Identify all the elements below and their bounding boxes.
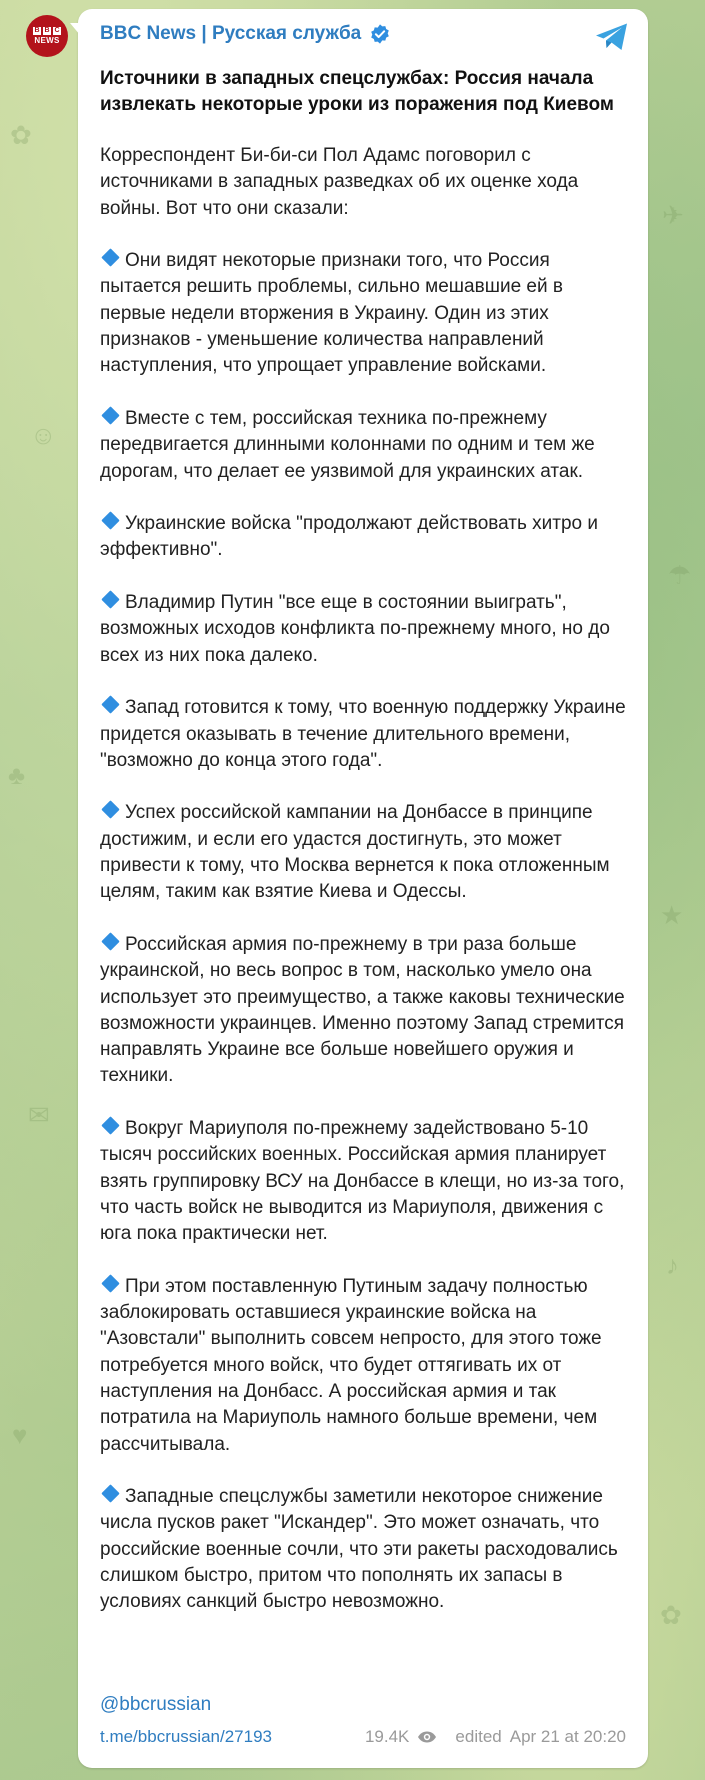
list-item-text: Вместе с тем, российская техника по-прежнему передвигается длинными колоннами по одним и тем же дорогам, что делает ее уязвимой для украинских атак. (100, 407, 595, 482)
list-item (100, 932, 630, 1090)
message-footer (100, 1727, 626, 1747)
blue-diamond-icon (101, 696, 119, 714)
telegram-share-icon[interactable] (594, 21, 630, 53)
message-bubble (78, 9, 648, 1768)
list-item-text: Вокруг Мариуполя по-прежнему задействовано 5-10 тысяч российских военных. Российская армия планирует взять группировку ВСУ на Донбассе в клещи, но из-за того, что часть войск не выводится из Мариуполя, движения с юга пока практически нет. (100, 1117, 625, 1245)
list-item (100, 695, 630, 774)
post-timestamp: Apr 21 at 20:20 (509, 1727, 626, 1746)
edited-label: edited (455, 1727, 502, 1746)
blue-diamond-icon (101, 801, 119, 819)
list-item (100, 248, 630, 379)
list-item-text: Успех российской кампании на Донбассе в принципе достижим, и если его удастся достигнуть, это может привести к тому, что Москва вернется к пока отложенным целям, таким как взятие Киева и Одессы. (100, 802, 610, 903)
view-count: 19.4K (364, 1727, 410, 1746)
verified-badge-icon (369, 23, 391, 45)
background-doodle: ★ (660, 900, 684, 930)
list-item-text: Российская армия по-прежнему в три раза больше украинской, но весь вопрос в том, насколько умело она использует это преимущество, а также каковы технические возможности украинцев. Именно поэтому Запад стремится направлять Украине все больше новейшего оружия и техники. (100, 933, 625, 1087)
background-doodle: ♪ (666, 1250, 679, 1280)
background-doodle: ✉ (28, 1100, 50, 1130)
message-header (100, 23, 391, 45)
blue-diamond-icon (101, 511, 119, 529)
channel-avatar[interactable] (26, 15, 68, 57)
blue-diamond-icon (101, 590, 119, 608)
bbc-logo: B B C (34, 27, 60, 34)
list-item-text: Запад готовится к тому, что военную поддержку Украине придется оказывать в течение длительного времени, "возможно до конца этого года". (100, 697, 626, 771)
list-item-text: При этом поставленную Путиным задачу полностью заблокировать оставшиеся украинские войска на "Азовстали" выполнить совсем непросто, для этого тоже потребуется много войск, что будет оттягивать их от наступления на Донбасс. А российская армия и так потратила на Мариуполь намного больше времени, чем рассчитывала. (100, 1275, 602, 1455)
blue-diamond-icon (101, 1484, 119, 1502)
list-item-text: Украинские войска "продолжают действовать хитро и эффективно". (100, 513, 599, 561)
list-item-text: Они видят некоторые признаки того, что Россия пытается решить проблемы, сильно мешавшие ей в первые недели вторжения в Украину. Один из этих признаков - уменьшение количества направлений наступления, что упрощает управление войсками. (100, 250, 563, 377)
post-link[interactable]: t.me/bbcrussian/27193 (100, 1727, 272, 1746)
post-body (100, 143, 630, 1642)
eye-icon (417, 1730, 437, 1744)
avatar-news-text: NEWS (34, 36, 60, 45)
channel-name[interactable]: BBC News | Русская служба (100, 23, 362, 44)
background-doodle: ♥ (12, 1420, 28, 1450)
blue-diamond-icon (101, 1116, 119, 1134)
background-doodle: ✿ (10, 120, 32, 150)
background-doodle: ♣ (8, 760, 26, 790)
blue-diamond-icon (101, 406, 119, 424)
background-doodle: ☺ (30, 420, 57, 450)
blue-diamond-icon (101, 932, 119, 950)
list-item (100, 406, 630, 485)
post-title: Источники в западных спецслужбах: Россия начала извлекать некоторые уроки из поражения под Киевом (100, 68, 614, 115)
list-item (100, 1274, 630, 1458)
list-item-text: Западные спецслужбы заметили некоторое снижение числа пусков ракет "Искандер". Это может означать, что российские военные сочли, что эти ракеты расходовались слишком быстро, притом что пополнять их запасы в условиях санкций быстро невозможно. (100, 1486, 618, 1613)
list-item (100, 1116, 630, 1247)
post-intro: Корреспондент Би-би-си Пол Адамс поговорил с источниками в западных разведках об их оценке хода войны. Вот что они сказали: (100, 145, 579, 219)
background-doodle: ☂ (668, 560, 692, 590)
post-meta (365, 1727, 626, 1747)
background-doodle: ✿ (660, 1600, 682, 1630)
list-item (100, 511, 630, 564)
list-item (100, 800, 630, 905)
channel-mention-link[interactable]: @bbcrussian (100, 1694, 212, 1715)
list-item-text: Владимир Путин "все еще в состоянии выиграть", возможных исходов конфликта по-прежнему много, но до всех из них пока далеко. (100, 592, 610, 666)
blue-diamond-icon (101, 1274, 119, 1292)
list-item (100, 1484, 630, 1615)
background-doodle: ✈ (662, 200, 684, 230)
list-item (100, 590, 630, 669)
blue-diamond-icon (101, 248, 119, 266)
